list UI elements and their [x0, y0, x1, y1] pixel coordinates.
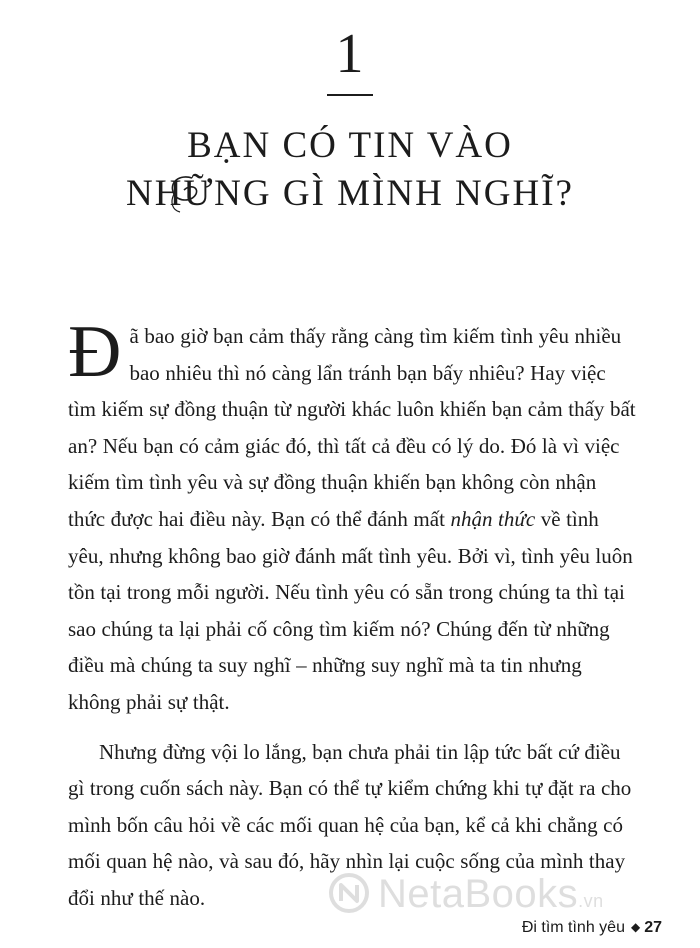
chapter-number-underline [327, 94, 373, 96]
chapter-number: 1 [335, 23, 365, 85]
watermark-brand: NetaBooks [378, 872, 579, 916]
watermark-suffix: .vn [578, 891, 604, 911]
netabooks-logo-icon [328, 872, 370, 914]
page-number: 27 [644, 919, 662, 936]
paragraph-1-rest: về tình yêu, nhưng không bao giờ đánh mất tình yêu. Bởi vì, tình yêu luôn tồn tại trong mỗi người. Nếu tình yêu có sẵn trong chúng ta thì tại sao chúng ta lại phải cố công tìm kiếm nó? Chúng đến từ những điều mà chúng ta suy nghĩ – những suy nghĩ mà ta tin nhưng không phải sự thật. [68, 506, 633, 714]
paragraph-2: Nhưng đừng vội lo lắng, bạn chưa phải tin lập tức bất cứ điều gì trong cuốn sách này. Bạn có thể tự kiểm chứng khi tự đặt ra cho mình bốn câu hỏi về các mối quan hệ của bạn, kể cả khi chẳng có mối quan hệ nào, và sau đó, hãy nhìn lại cuộc sống của mình thay đổi như thế nào. [68, 739, 632, 910]
paragraph-1-text: ã bao giờ bạn cảm thấy rằng càng tìm kiếm tình yêu nhiều bao nhiêu thì nó càng lẩn tránh bạn bấy nhiêu? Hay việc tìm kiếm sự đồng thuận từ người khác luôn khiến bạn cảm thấy bất an? Nếu bạn có cảm giác đó, thì tất cả đều có lý do. Đó là vì việc kiếm tìm tình yêu và sự đồng thuận khiến bạn không còn nhận thức được hai điều này. Bạn có thể đánh mất [68, 324, 636, 531]
paragraph-1-italic: nhận thức [450, 506, 536, 531]
paragraph-1 [68, 311, 638, 721]
watermark [328, 870, 638, 920]
drop-cap: Đ [68, 311, 122, 393]
page-footer [522, 916, 662, 940]
chapter-body [68, 311, 638, 917]
diamond-icon: ◆ [630, 920, 641, 934]
chapter-title-line-2: NHỮNG GÌ MÌNH NGHĨ? [126, 173, 574, 214]
footer-book-title: Đi tìm tình yêu [521, 919, 625, 936]
chapter-title-line-1: BẠN CÓ TIN VÀO [187, 125, 513, 166]
